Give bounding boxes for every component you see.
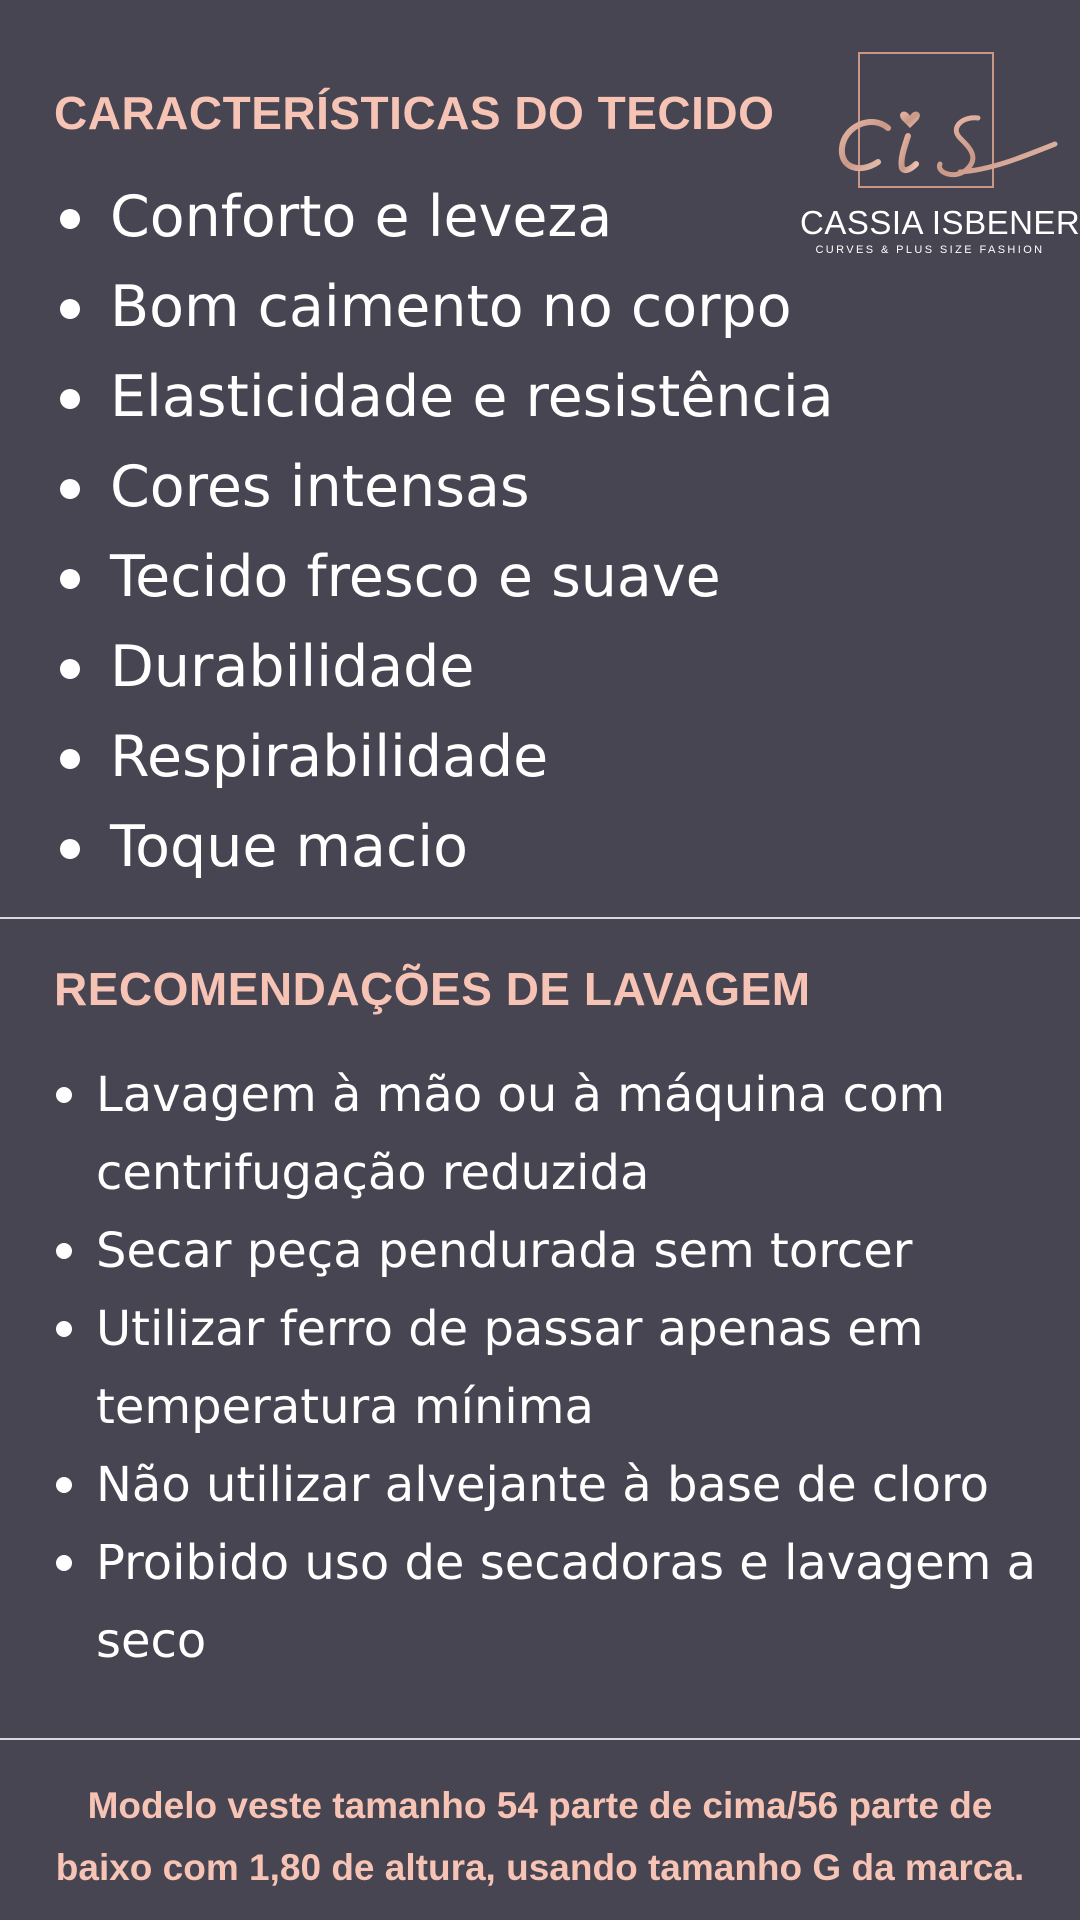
section-divider	[0, 1738, 1080, 1740]
list-item: Elasticidade e resistência	[58, 352, 834, 442]
logo-monogram-script	[830, 88, 1060, 208]
list-item: Lavagem à mão ou à máquina com centrifugação reduzida	[52, 1056, 1042, 1212]
list-item: Bom caimento no corpo	[58, 262, 834, 352]
list-item: Não utilizar alvejante à base de cloro	[52, 1446, 1042, 1524]
washing-section-title: RECOMENDAÇÕES DE LAVAGEM	[54, 963, 811, 1015]
model-size-note-line-2: baixo com 1,80 de altura, usando tamanho G da marca.	[55, 1847, 1025, 1888]
list-item: Respirabilidade	[58, 712, 834, 802]
list-item: Tecido fresco e suave	[58, 532, 834, 622]
model-size-note	[0, 1775, 1080, 1899]
list-item: Durabilidade	[58, 622, 834, 712]
logo-brand-name: CASSIA ISBENER	[800, 204, 1080, 241]
list-item: Proibido uso de secadoras e lavagem a seco	[52, 1524, 1042, 1680]
fabric-section-title: CARACTERÍSTICAS DO TECIDO	[54, 87, 775, 139]
brand-logo	[800, 48, 1080, 258]
list-item: Utilizar ferro de passar apenas em temperatura mínima	[52, 1290, 1042, 1446]
list-item: Conforto e leveza	[58, 172, 834, 262]
list-item: Secar peça pendurada sem torcer	[52, 1212, 1042, 1290]
model-size-note-line-1: Modelo veste tamanho 54 parte de cima/56 parte de	[87, 1785, 993, 1826]
fabric-characteristics-list	[58, 172, 834, 892]
washing-recommendations-list	[52, 1056, 1042, 1680]
logo-tagline: CURVES & PLUS SIZE FASHION	[815, 244, 1045, 256]
section-divider	[0, 917, 1080, 919]
list-item: Toque macio	[58, 802, 834, 892]
list-item: Cores intensas	[58, 442, 834, 532]
